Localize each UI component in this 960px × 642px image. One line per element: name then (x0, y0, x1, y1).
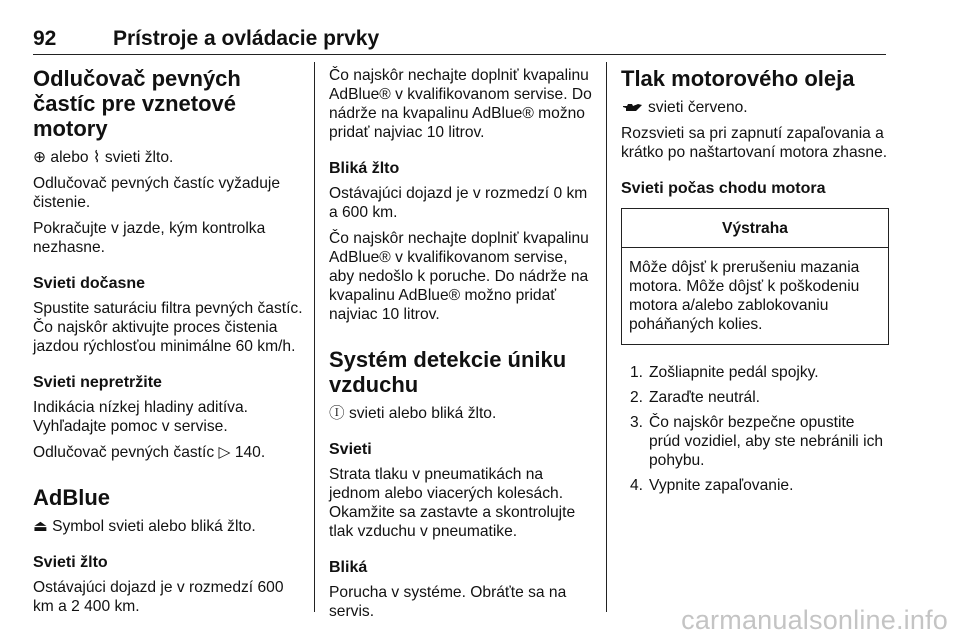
page-number: 92 (33, 27, 57, 50)
page-header (33, 26, 886, 55)
column-2 (329, 66, 593, 628)
list-item: 1. Zošliapnite pedál spojky. (629, 364, 819, 381)
section-title-oil-pressure: Tlak motorového oleja (621, 66, 855, 91)
oil-pressure-status: svieti červeno. (621, 98, 889, 117)
adblue-icon: ⏏ (33, 517, 48, 535)
subheading: Svieti (329, 441, 372, 458)
paragraph: Rozsvieti sa pri zapnutí zapaľovania a krátko po naštartovaní motora zhasne. (621, 125, 888, 161)
column-3 (621, 66, 889, 501)
oil-can-icon (621, 98, 648, 116)
adblue-status: ⏏ Symbol svieti alebo bliká žlto. (33, 517, 256, 535)
glow-plug-icon: ⌇ (92, 148, 101, 166)
warning-text: Môže dôjsť k prerušeniu mazania motora. Môže dôjsť k poškodeniu motora a/alebo zablokovaniu poháňaných kolies. (629, 259, 860, 333)
watermark: carmanualsonline.info (681, 605, 948, 635)
subheading: Svieti dočasne (33, 275, 146, 292)
section-title-air-leak: Systém detekcie úniku vzduchu (329, 347, 567, 397)
paragraph: Strata tlaku v pneumatikách na jednom alebo viacerých kolesách. Okamžite sa zastavte a skontrolujte tlak vzduchu v pneumatike. (329, 466, 576, 540)
subheading: Bliká žlto (329, 160, 400, 177)
particle-filter-icon: ⊕ (33, 148, 47, 166)
paragraph: Indikácia nízkej hladiny aditíva. Vyhľadajte pomoc v servise. (33, 399, 248, 435)
subheading: Svieti počas chodu motora (621, 180, 826, 197)
list-item: 3. Čo najskôr bezpečne opustite prúd vozidiel, aby ste nebránili ich pohybu. (629, 414, 884, 469)
warning-box (621, 208, 889, 345)
paragraph: Ostávajúci dojazd je v rozmedzí 600 km a 2 400 km. (33, 579, 284, 615)
paragraph: Odlučovač pevných častíc vyžaduje čistenie. (33, 175, 281, 211)
subheading: Bliká (329, 559, 368, 576)
running-title: Prístroje a ovládacie prvky (113, 27, 380, 50)
column-divider (606, 62, 607, 612)
list-item: 2. Zaraďte neutrál. (629, 389, 760, 406)
column-1 (33, 66, 303, 623)
paragraph: Ostávajúci dojazd je v rozmedzí 0 km a 600 km. (329, 185, 588, 221)
particle-filter-status: ⊕ alebo ⌇ svieti žlto. (33, 148, 174, 166)
section-title-particle-filter: Odlučovač pevných častíc pre vznetové motory (33, 66, 241, 141)
paragraph: Pokračujte v jazde, kým kontrolka nezhasne. (33, 220, 266, 256)
paragraph: Spustite saturáciu filtra pevných častíc. Čo najskôr aktivujte proces čistenia jazdou rýchlosťou minimálne 60 km/h. (33, 300, 303, 355)
list-item: 4. Vypnite zapaľovanie. (629, 477, 794, 494)
subheading: Svieti žlto (33, 554, 108, 571)
paragraph: Čo najskôr nechajte doplniť kvapalinu AdBlue® v kvalifikovanom servise, aby nedošlo k poruche. Do nádrže na kvapalinu AdBlue® možno pridať najviac 10 litrov. (329, 230, 589, 323)
warning-title: Výstraha (622, 209, 888, 248)
paragraph: Čo najskôr nechajte doplniť kvapalinu AdBlue® v kvalifikovanom servise. Do nádrže na kvapalinu AdBlue® možno pridať najviac 10 litrov. (329, 67, 592, 141)
air-leak-icon: Ⓘ (329, 404, 345, 422)
steps-list (621, 363, 889, 495)
air-leak-status: Ⓘ svieti alebo bliká žlto. (329, 404, 497, 422)
column-divider (314, 62, 315, 612)
paragraph: Porucha v systéme. Obráťte sa na servis. (329, 584, 567, 620)
page-ref-arrow-icon: ▷ (218, 443, 231, 461)
subheading: Svieti nepretržite (33, 374, 162, 391)
cross-reference: Odlučovač pevných častíc ▷ 140. (33, 443, 266, 461)
section-title-adblue: AdBlue (33, 485, 110, 510)
